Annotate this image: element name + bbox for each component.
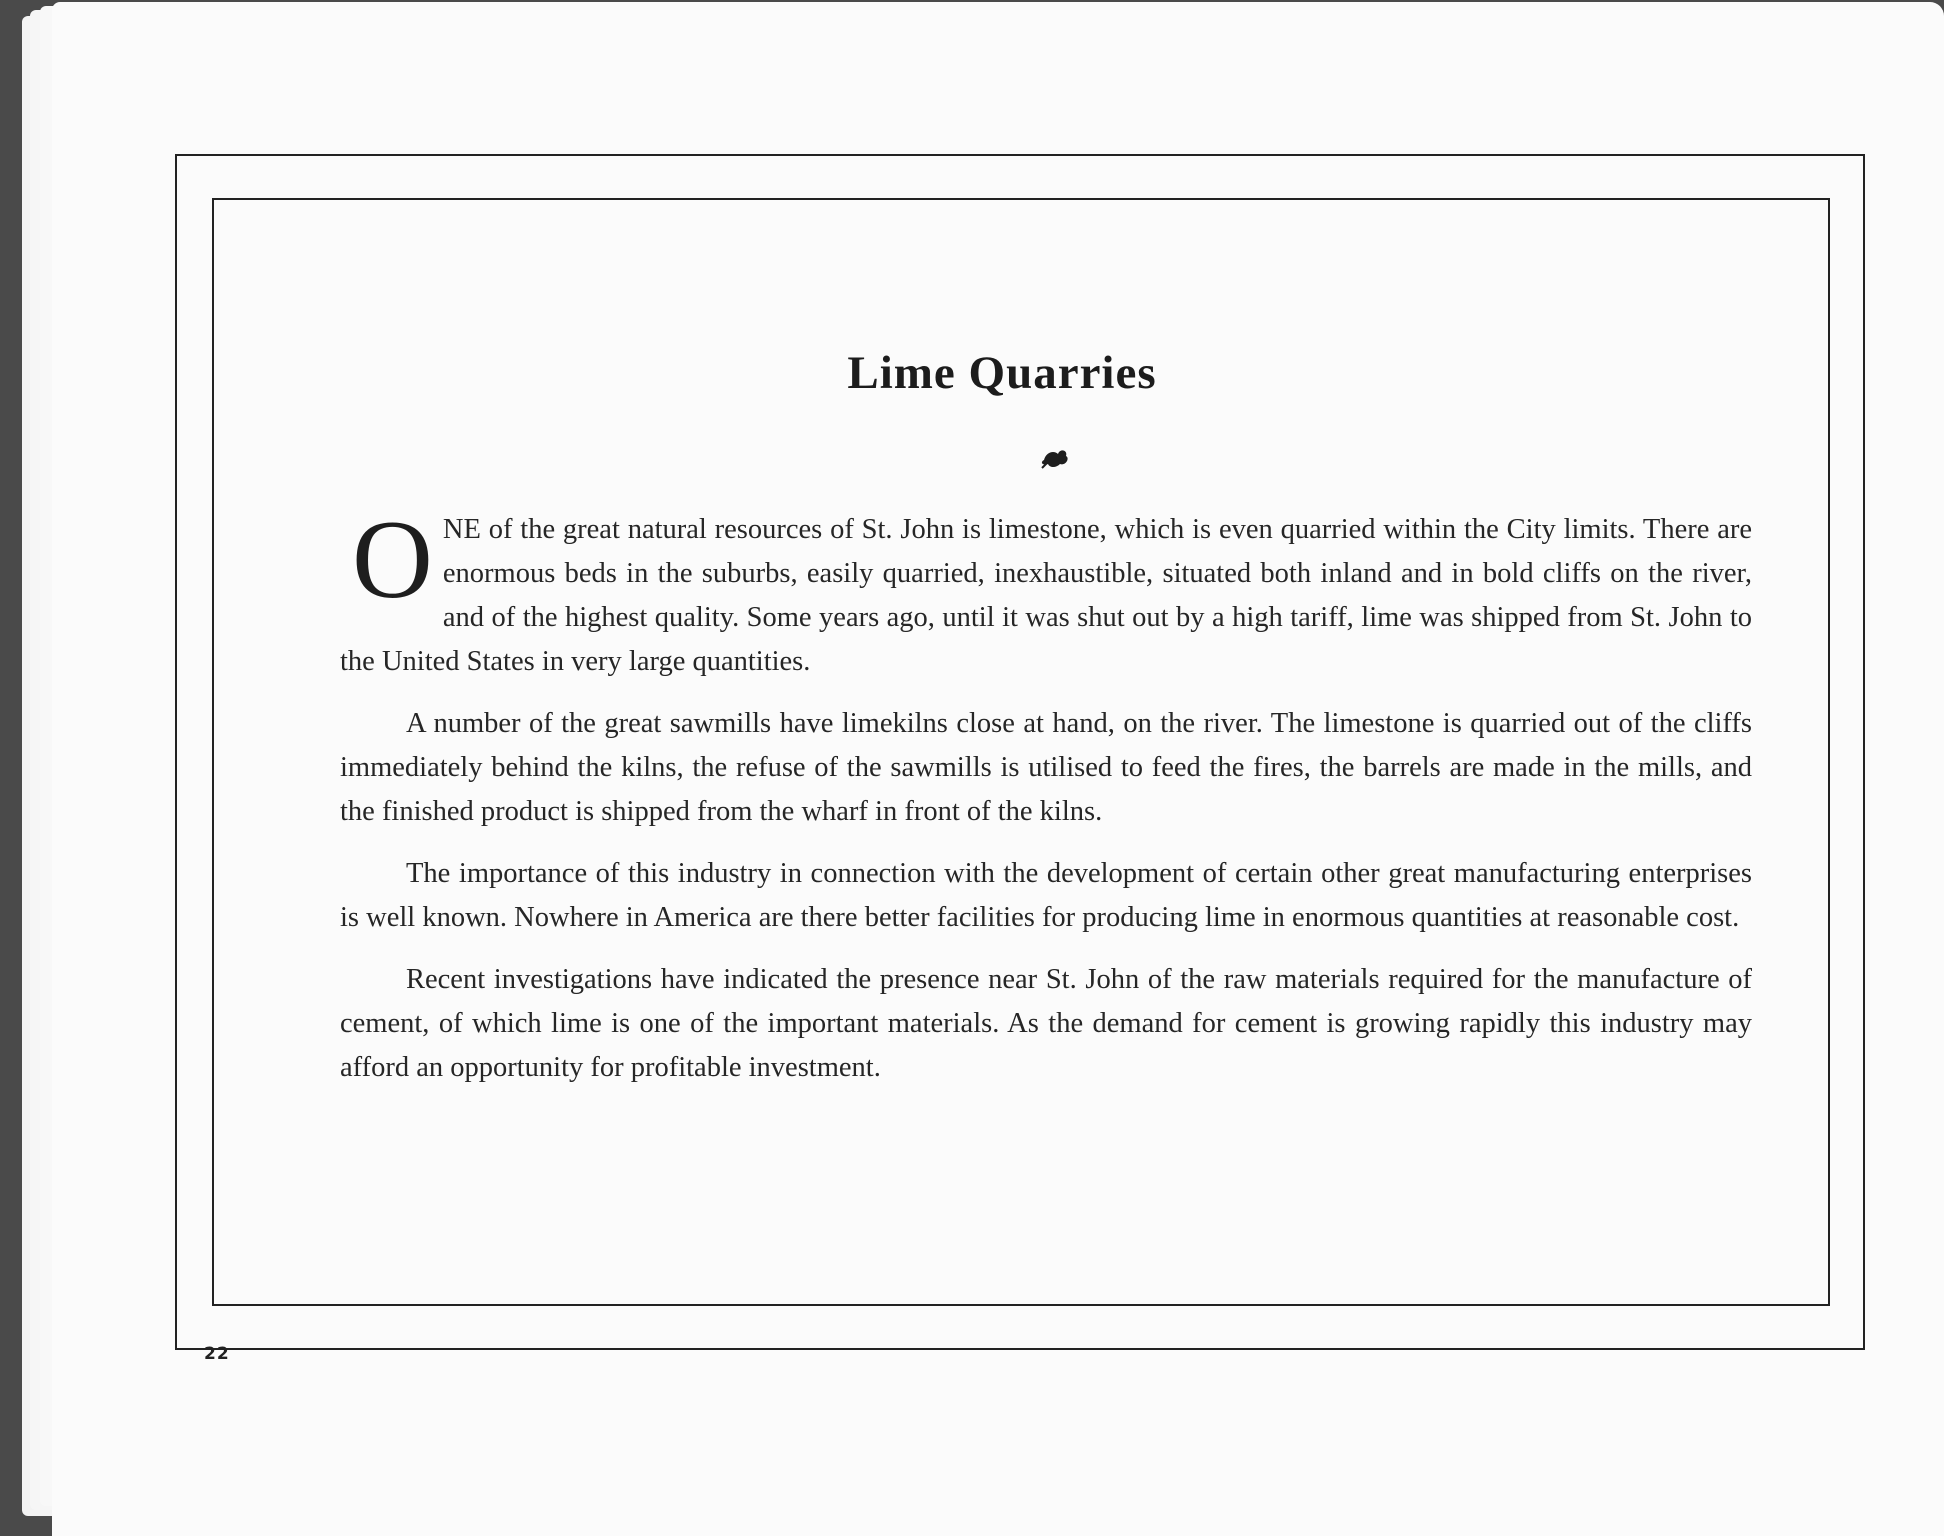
paragraph [340,498,1752,684]
page-number: 22 [204,1344,230,1364]
article-body [340,498,1752,1108]
paragraph-text: NE of the great natural resources of St. John is limestone, which is even quarried within the City limits. There are enormous beds in the suburbs, easily quarried, inexhaustible, situated both inland and in bold cliffs on the river, and of the highest quality. Some years ago, until it was shut out by a high tariff, lime was shipped from St. John to the United States in very large quantities. [340,514,1752,677]
paragraph: A number of the great sawmills have limekilns close at hand, on the river. The limestone is quarried out of the cliffs immediately behind the kilns, the refuse of the sawmills is utilised to feed the fires, the barrels are made in the mills, and the finished product is shipped from the wharf in front of the kilns. [340,708,1752,827]
paragraph: The importance of this industry in connection with the development of certain other great manufacturing enterprises is well known. Nowhere in America are there better facilities for producing lime in enormous quantities at reasonable cost. [340,858,1752,933]
fleuron-icon [1040,446,1070,470]
drop-cap: O [352,498,433,622]
paragraph: Recent investigations have indicated the presence near St. John of the raw materials required for the manufacture of cement, of which lime is one of the important materials. As the demand for cement is growing rapidly this industry may afford an opportunity for profitable investment. [340,964,1752,1083]
page-title: Lime Quarries [847,347,1157,399]
